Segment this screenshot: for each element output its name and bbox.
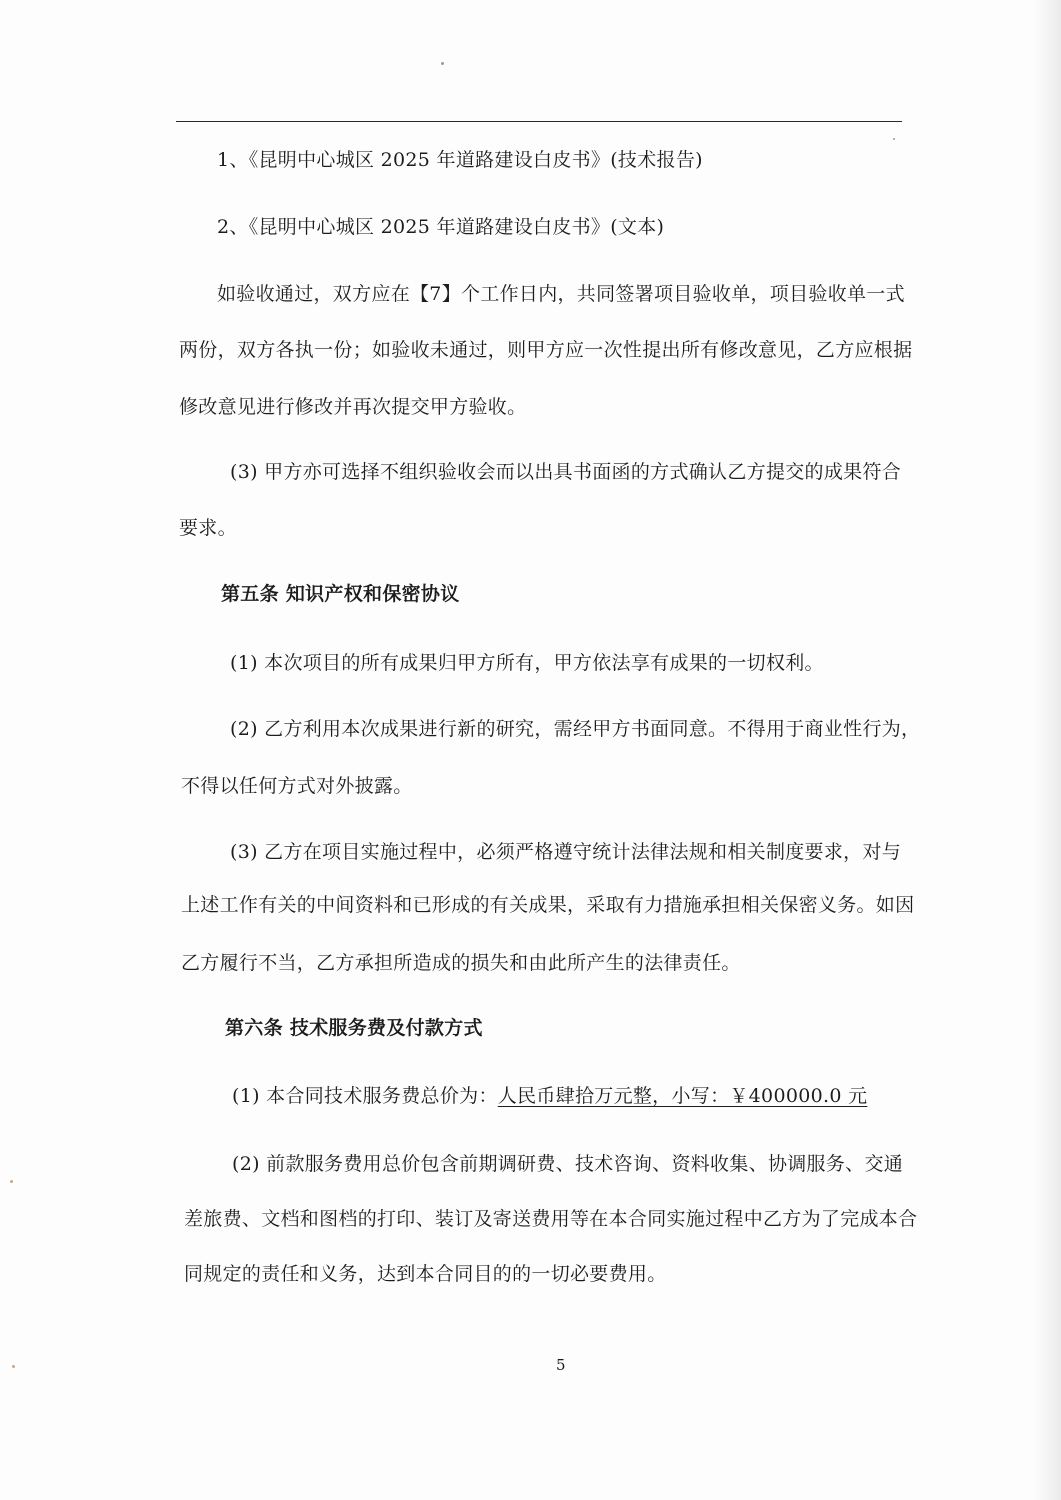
- fee-total-line: [232, 1084, 867, 1108]
- paragraph-line: (3) 甲方亦可选择不组织验收会而以出具书面函的方式确认乙方提交的成果符合: [230, 461, 902, 483]
- section-heading-article-6: 第六条 技术服务费及付款方式: [225, 1017, 483, 1039]
- scan-edge-shadow: [1033, 0, 1061, 1500]
- scan-speck: [10, 1180, 13, 1183]
- paragraph-line: (2) 前款服务费用总价包含前期调研费、技术咨询、资料收集、协调服务、交通: [232, 1153, 904, 1175]
- paragraph-line: 乙方履行不当，乙方承担所造成的损失和由此所产生的法律责任。: [181, 952, 741, 974]
- scan-speck: [893, 138, 895, 140]
- paragraph-line: (3) 乙方在项目实施过程中，必须严格遵守统计法律法规和相关制度要求，对与: [230, 841, 902, 863]
- paragraph-line: 同规定的责任和义务，达到本合同目的的一切必要费用。: [184, 1263, 667, 1285]
- deliverable-item-2: 2、《昆明中心城区 2025 年道路建设白皮书》(文本): [217, 216, 665, 238]
- paragraph-line: 如验收通过，双方应在【7】个工作日内，共同签署项目验收单，项目验收单一式: [217, 283, 905, 305]
- paragraph-line: 要求。: [179, 517, 237, 539]
- paragraph-line: 上述工作有关的中间资料和已形成的有关成果，采取有力措施承担相关保密义务。如因: [181, 894, 915, 916]
- deliverable-item-1: 1、《昆明中心城区 2025 年道路建设白皮书》(技术报告): [217, 149, 703, 171]
- page-number: 5: [556, 1356, 566, 1374]
- paragraph-line: 差旅费、文档和图档的打印、装订及寄送费用等在本合同实施过程中乙方为了完成本合: [184, 1208, 918, 1230]
- scan-speck: [441, 62, 444, 65]
- paragraph-line: (1) 本次项目的所有成果归甲方所有，甲方依法享有成果的一切权利。: [230, 652, 824, 674]
- paragraph-line: 不得以任何方式对外披露。: [181, 775, 413, 797]
- fee-total-label: (1) 本合同技术服务费总价为：: [232, 1085, 498, 1107]
- paragraph-line: 两份，双方各执一份；如验收未通过，则甲方应一次性提出所有修改意见，乙方应根据: [179, 339, 913, 361]
- fee-total-amount: 人民币肆拾万元整，小写：￥400000.0 元: [497, 1085, 868, 1107]
- section-heading-article-5: 第五条 知识产权和保密协议: [221, 583, 460, 605]
- paragraph-line: 修改意见进行修改并再次提交甲方验收。: [179, 396, 527, 418]
- paragraph-line: (2) 乙方利用本次成果进行新的研究，需经甲方书面同意。不得用于商业性行为，: [230, 718, 921, 740]
- header-rule: [176, 121, 902, 122]
- scan-speck: [12, 1365, 15, 1368]
